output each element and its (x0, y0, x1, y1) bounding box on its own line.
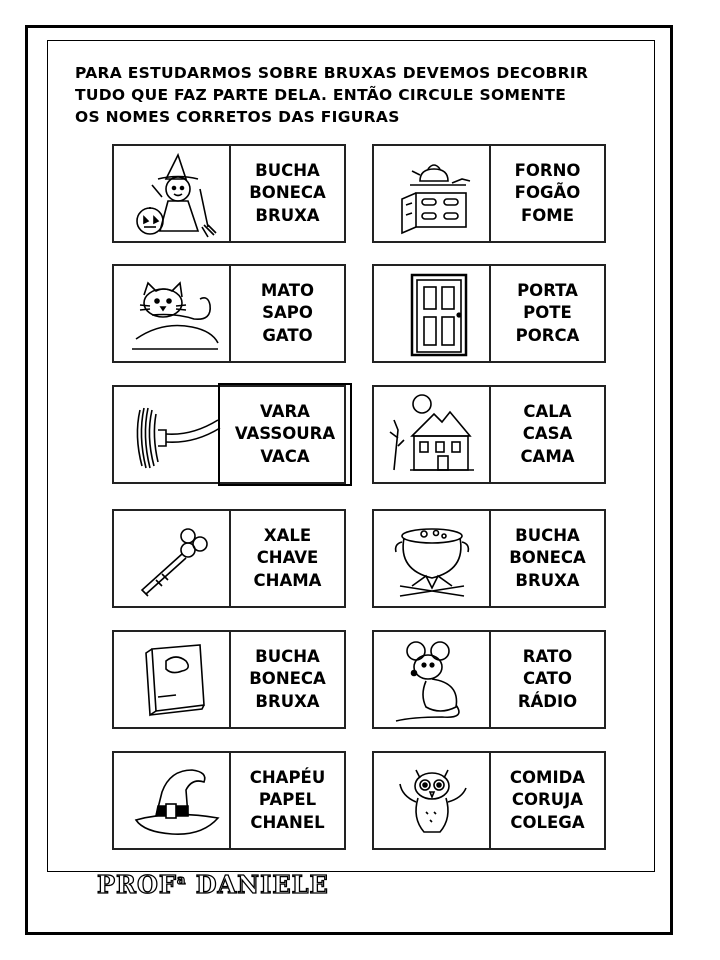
mouse-icon (374, 632, 489, 727)
cat-icon (114, 266, 229, 361)
card-broom (112, 385, 346, 484)
card-cauldron (372, 509, 606, 608)
word-option[interactable]: BRUXA (515, 570, 580, 590)
word-option[interactable]: BUCHA (515, 525, 580, 545)
signature-name: DANIELE (195, 870, 329, 899)
word-option[interactable]: CORUJA (511, 790, 584, 810)
word-option[interactable]: BONECA (249, 183, 326, 203)
word-options (218, 383, 352, 486)
card-cat (112, 264, 346, 363)
word-options (489, 146, 604, 241)
word-option[interactable]: XALE (263, 525, 312, 545)
card-haunted-house (372, 385, 606, 484)
word-option[interactable]: CHANEL (250, 812, 325, 832)
word-option[interactable]: CATO (523, 669, 572, 689)
card-mouse (372, 630, 606, 729)
word-options (229, 753, 344, 848)
signature-title: PROF (97, 870, 177, 899)
word-option[interactable]: BUCHA (255, 646, 320, 666)
card-door (372, 264, 606, 363)
word-option[interactable]: CHAVE (256, 548, 319, 568)
key-icon (114, 511, 229, 606)
word-options (489, 632, 604, 727)
witch-hat-icon (114, 753, 229, 848)
word-option[interactable]: BRUXA (255, 205, 320, 225)
word-option[interactable]: FOGÃO (514, 183, 581, 203)
haunted-house-icon (374, 387, 489, 482)
word-options (229, 266, 344, 361)
owl-icon (374, 753, 489, 848)
instructions (75, 62, 655, 128)
word-option[interactable]: FORNO (514, 160, 581, 180)
card-key (112, 509, 346, 608)
word-option[interactable]: BRUXA (255, 691, 320, 711)
word-option[interactable]: RÁDIO (517, 691, 578, 711)
broom-icon (114, 387, 229, 482)
door-icon (374, 266, 489, 361)
spell-book-icon (114, 632, 229, 727)
witch-girl-icon (114, 146, 229, 241)
word-option[interactable]: PAPEL (258, 790, 317, 810)
signature-superscript: a (176, 873, 187, 888)
stove-icon (374, 146, 489, 241)
word-option[interactable]: POTE (523, 303, 572, 323)
card-spell-book (112, 630, 346, 729)
instruction-line: PARA ESTUDARMOS SOBRE BRUXAS DEVEMOS DECOBRIR (75, 64, 589, 82)
word-option[interactable]: VASSOURA (234, 424, 336, 444)
word-option[interactable]: CALA (523, 401, 572, 421)
card-witch-girl (112, 144, 346, 243)
word-option[interactable]: SAPO (262, 303, 313, 323)
word-option[interactable]: CHAPÉU (249, 767, 326, 787)
word-option[interactable]: MATO (260, 280, 315, 300)
card-owl (372, 751, 606, 850)
word-option[interactable]: VARA (260, 401, 310, 421)
word-option[interactable]: VACA (260, 446, 310, 466)
word-options (489, 511, 604, 606)
word-options (229, 146, 344, 241)
card-witch-hat (112, 751, 346, 850)
word-option[interactable]: BONECA (509, 548, 586, 568)
word-options (229, 511, 344, 606)
word-options (489, 266, 604, 361)
word-option[interactable]: GATO (262, 325, 313, 345)
cauldron-icon (374, 511, 489, 606)
teacher-signature (97, 870, 329, 899)
instruction-line: TUDO QUE FAZ PARTE DELA. ENTÃO CIRCULE SOMENTE (75, 86, 567, 104)
word-option[interactable]: CAMA (520, 446, 575, 466)
word-option[interactable]: FOME (521, 205, 574, 225)
word-option[interactable]: CHAMA (253, 570, 322, 590)
instruction-line: OS NOMES CORRETOS DAS FIGURAS (75, 108, 400, 126)
word-options (489, 387, 604, 482)
word-options (229, 632, 344, 727)
word-option[interactable]: PORCA (515, 325, 580, 345)
card-stove (372, 144, 606, 243)
word-option[interactable]: PORTA (517, 280, 578, 300)
word-option[interactable]: RATO (522, 646, 573, 666)
word-options (489, 753, 604, 848)
word-option[interactable]: CASA (522, 424, 573, 444)
word-option[interactable]: COLEGA (510, 812, 585, 832)
word-option[interactable]: COMIDA (509, 767, 586, 787)
word-option[interactable]: BONECA (249, 669, 326, 689)
word-option[interactable]: BUCHA (255, 160, 320, 180)
